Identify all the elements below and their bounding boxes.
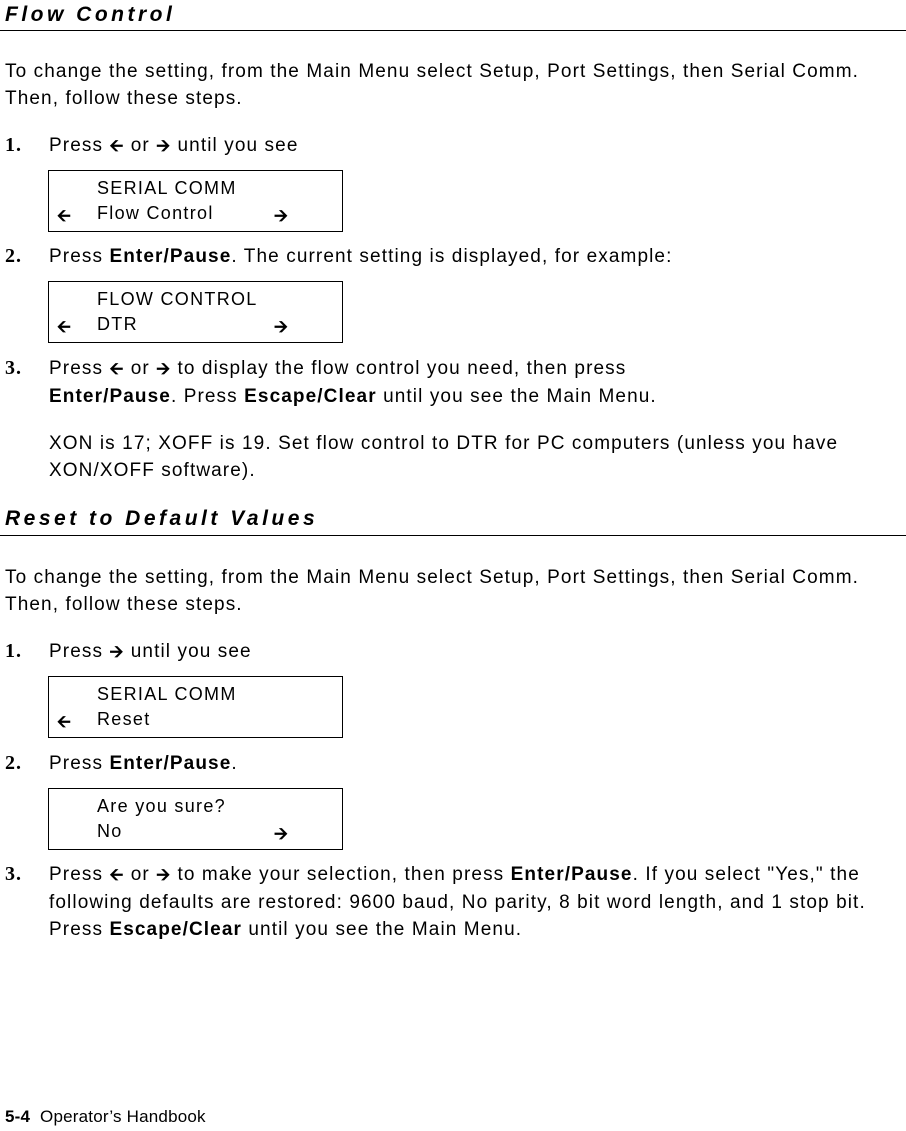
lcd-line-1: Are you sure? [97, 796, 226, 816]
right-arrow-icon: 🡪 [156, 136, 172, 156]
section-title-reset-defaults: Reset to Default Values [5, 507, 319, 530]
lcd-display [48, 788, 343, 850]
step-text: Press 🡨 or 🡪 to display the flow control you need, then press Enter/Pause. Press Escape/Clear until you see the Main Menu. [49, 358, 657, 407]
right-arrow-icon: 🡪 [274, 317, 290, 337]
section-rule [0, 535, 906, 536]
right-arrow-icon: 🡪 [274, 824, 290, 844]
lcd-line-2: DTR [97, 314, 138, 334]
step-number: 3. [5, 357, 22, 379]
lcd-display [48, 281, 343, 343]
step-number: 1. [5, 640, 22, 662]
section-intro: To change the setting, from the Main Menu select Setup, Port Settings, then Serial Comm. Then, follow these steps. [5, 61, 860, 109]
right-arrow-icon: 🡪 [109, 642, 125, 662]
page-footer [5, 1107, 206, 1127]
lcd-line-1: FLOW CONTROL [97, 289, 258, 309]
right-arrow-icon: 🡪 [156, 865, 172, 885]
step-text: Press 🡨 or 🡪 to make your selection, then press Enter/Pause. If you select "Yes," the following defaults are restored: 9600 baud, No parity, 8 bit word length, and 1 stop bit. Press Escape/Clear until you see the Main Menu. [49, 864, 866, 940]
step-number: 1. [5, 134, 22, 156]
book-title: Operator’s Handbook [40, 1107, 206, 1126]
lcd-line-2: Reset [97, 709, 151, 729]
step-text: Press Enter/Pause. The current setting is displayed, for example: [49, 246, 673, 267]
lcd-line-2: Flow Control [97, 203, 214, 223]
section-intro: To change the setting, from the Main Menu select Setup, Port Settings, then Serial Comm. Then, follow these steps. [5, 567, 860, 615]
lcd-line-2: No [97, 821, 123, 841]
left-arrow-icon: 🡨 [57, 712, 73, 732]
note-text: XON is 17; XOFF is 19. Set flow control to DTR for PC computers (unless you have XON/XOFF software). [49, 433, 839, 481]
lcd-line-1: SERIAL COMM [97, 684, 237, 704]
left-arrow-icon: 🡨 [109, 359, 125, 379]
left-arrow-icon: 🡨 [57, 206, 73, 226]
lcd-display [48, 676, 343, 738]
right-arrow-icon: 🡪 [274, 206, 290, 226]
step-number: 2. [5, 245, 22, 267]
lcd-line-1: SERIAL COMM [97, 178, 237, 198]
left-arrow-icon: 🡨 [109, 136, 125, 156]
section-rule [0, 30, 906, 31]
lcd-display [48, 170, 343, 232]
step-number: 3. [5, 863, 22, 885]
step-text: Press 🡨 or 🡪 until you see [49, 135, 299, 156]
right-arrow-icon: 🡪 [156, 359, 172, 379]
left-arrow-icon: 🡨 [109, 865, 125, 885]
section-title-flow-control: Flow Control [5, 3, 176, 26]
page-number: 5-4 [5, 1107, 31, 1126]
step-number: 2. [5, 752, 22, 774]
left-arrow-icon: 🡨 [57, 317, 73, 337]
step-text: Press Enter/Pause. [49, 753, 238, 774]
step-text: Press 🡪 until you see [49, 641, 252, 662]
